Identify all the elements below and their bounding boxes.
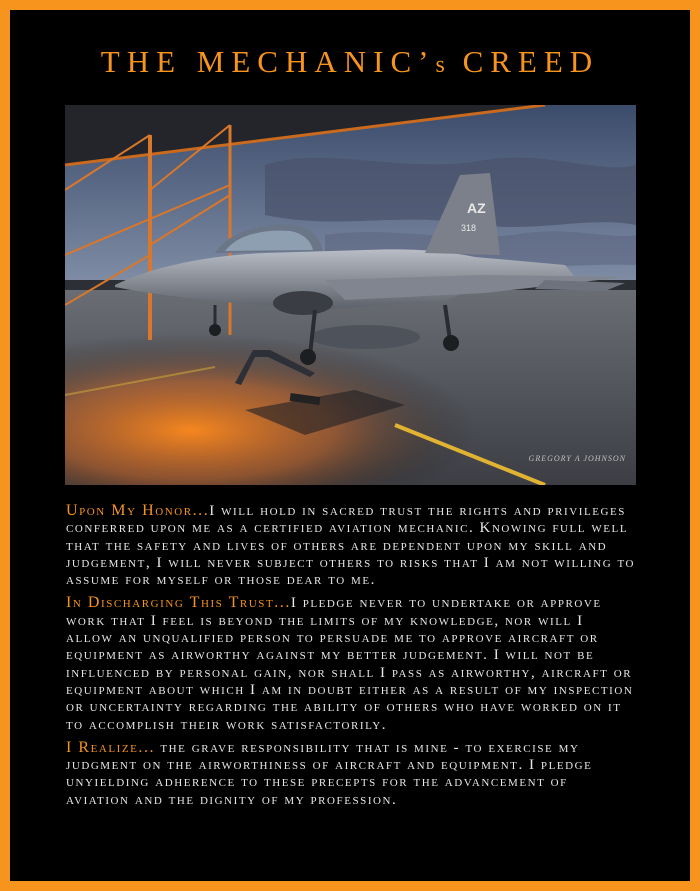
svg-text:318: 318 [461, 223, 477, 233]
lead-phrase: I Realize... [66, 738, 156, 756]
svg-text:AZ: AZ [467, 200, 486, 216]
photo-watermark: GREGORY A JOHNSON [528, 454, 626, 463]
lead-phrase: Upon My Honor... [66, 502, 210, 519]
paragraph-text: the grave responsibility that is mine - to exercise my judgment on the airworthiness of aircraft and equipment. I pledge unyielding adherence to these precepts for the advancement of aviation and the dignity of my profession. [66, 739, 593, 808]
paragraph-text: I will hold in sacred trust the rights and privileges conferred upon me as a certified aviation mechanic. Knowing full well that the safety and lives of others are dependent upon my skill and judgement, I will never subject others to risks that I am not willing to assume for myself or those dear to me. [66, 503, 636, 589]
page-title: THE MECHANIC’s CREED [100, 44, 600, 79]
creed-paragraph-honor [66, 502, 636, 589]
poster [10, 10, 690, 881]
creed-paragraph-trust [66, 594, 636, 733]
creed-paragraph-realize [66, 739, 636, 809]
creed-text [66, 502, 636, 814]
paragraph-text: I pledge never to undertake or approve work that I feel is beyond the limits of my knowledge, nor will I allow an unqualified person to persuade me to approve aircraft or equipment as airworthy against my better judgement. I will not be influenced by personal gain, nor shall I pass as airworthy, aircraft or equipment about which I am in doubt either as a result of my inspection or uncertainty regarding the ability of others who have worked on it to accomplish their work satisfactorily. [66, 595, 634, 733]
aircraft-photo [65, 105, 636, 485]
lead-phrase: In Discharging This Trust... [66, 594, 291, 612]
